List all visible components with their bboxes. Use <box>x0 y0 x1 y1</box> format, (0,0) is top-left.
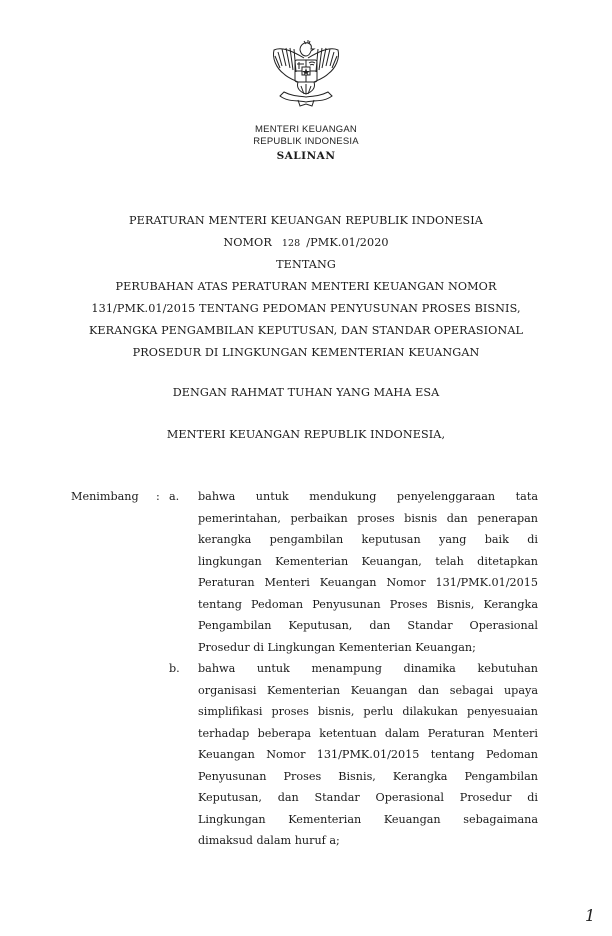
text-line: tentang Pedoman Penyusunan Proses Bisnis, Kerangka <box>198 597 538 611</box>
text-line: kerangka pengambilan keputusan yang baik di <box>198 533 538 546</box>
nomor-label: NOMOR <box>223 236 272 249</box>
nomor-number: 128 <box>281 238 301 249</box>
text-line: dimaksud dalam huruf a; <box>198 834 340 847</box>
text-line: organisasi Kementerian Keuangan dan sebagai upaya <box>198 683 538 697</box>
text-line: Keuangan Nomor 131/PMK.01/2015 tentang Pedoman <box>198 748 538 761</box>
copy-stamp: SALINAN <box>276 150 336 162</box>
invocation: DENGAN RAHMAT TUHAN YANG MAHA ESA <box>172 386 440 399</box>
text-line: pemerintahan, perbaikan proses bisnis dan penerapan <box>198 511 538 525</box>
text-line: Keputusan, dan Standar Operasional Prosedur di <box>198 791 538 804</box>
issuing-authority: MENTERI KEUANGAN REPUBLIK INDONESIA, <box>166 428 446 441</box>
tentang-heading: TENTANG <box>276 258 336 271</box>
garuda-emblem-icon <box>266 36 346 116</box>
subject-line: KERANGKA PENGAMBILAN KEPUTUSAN, DAN STANDAR OPERASIONAL <box>88 324 524 337</box>
regulation-number <box>0 236 612 249</box>
text-line: bahwa untuk mendukung penyelenggaraan tata <box>198 490 538 503</box>
ministry-name-line1: MENTERI KEUANGAN <box>255 124 357 135</box>
ministry-name-line2: REPUBLIK INDONESIA <box>253 136 359 147</box>
subject-line: PROSEDUR DI LINGKUNGAN KEMENTERIAN KEUANGAN <box>132 346 480 359</box>
text-line: bahwa untuk menampung dinamika kebutuhan <box>198 662 538 675</box>
nomor-suffix: /PMK.01/2020 <box>306 236 389 249</box>
text-line: lingkungan Kementerian Keuangan, telah ditetapkan <box>198 554 538 568</box>
colon: : <box>156 490 160 503</box>
menimbang-label: Menimbang <box>71 490 139 503</box>
text-line: Penyusunan Proses Bisnis, Kerangka Pengambilan <box>198 769 538 783</box>
text-line: simplifikasi proses bisnis, perlu dilakukan penyesuaian <box>198 705 538 718</box>
subject-line: 131/PMK.01/2015 TENTANG PEDOMAN PENYUSUNAN PROSES BISNIS, <box>91 302 521 315</box>
consideration-item-b <box>198 658 538 852</box>
consideration-item-a <box>198 486 538 658</box>
text-line: Pengambilan Keputusan, dan Standar Operasional <box>198 619 538 632</box>
item-letter-b: b. <box>169 662 180 675</box>
subject-line: PERUBAHAN ATAS PERATURAN MENTERI KEUANGAN NOMOR <box>115 280 497 293</box>
text-line: Prosedur di Lingkungan Kementerian Keuangan; <box>198 640 476 654</box>
regulation-title: PERATURAN MENTERI KEUANGAN REPUBLIK INDONESIA <box>129 214 483 227</box>
text-line: Lingkungan Kementerian Keuangan sebagaimana <box>198 812 538 826</box>
item-letter-a: a. <box>169 490 180 503</box>
page-initial-mark: 1 <box>585 906 596 925</box>
text-line: terhadap beberapa ketentuan dalam Peraturan Menteri <box>198 726 538 740</box>
text-line: Peraturan Menteri Keuangan Nomor 131/PMK.01/2015 <box>198 576 538 589</box>
